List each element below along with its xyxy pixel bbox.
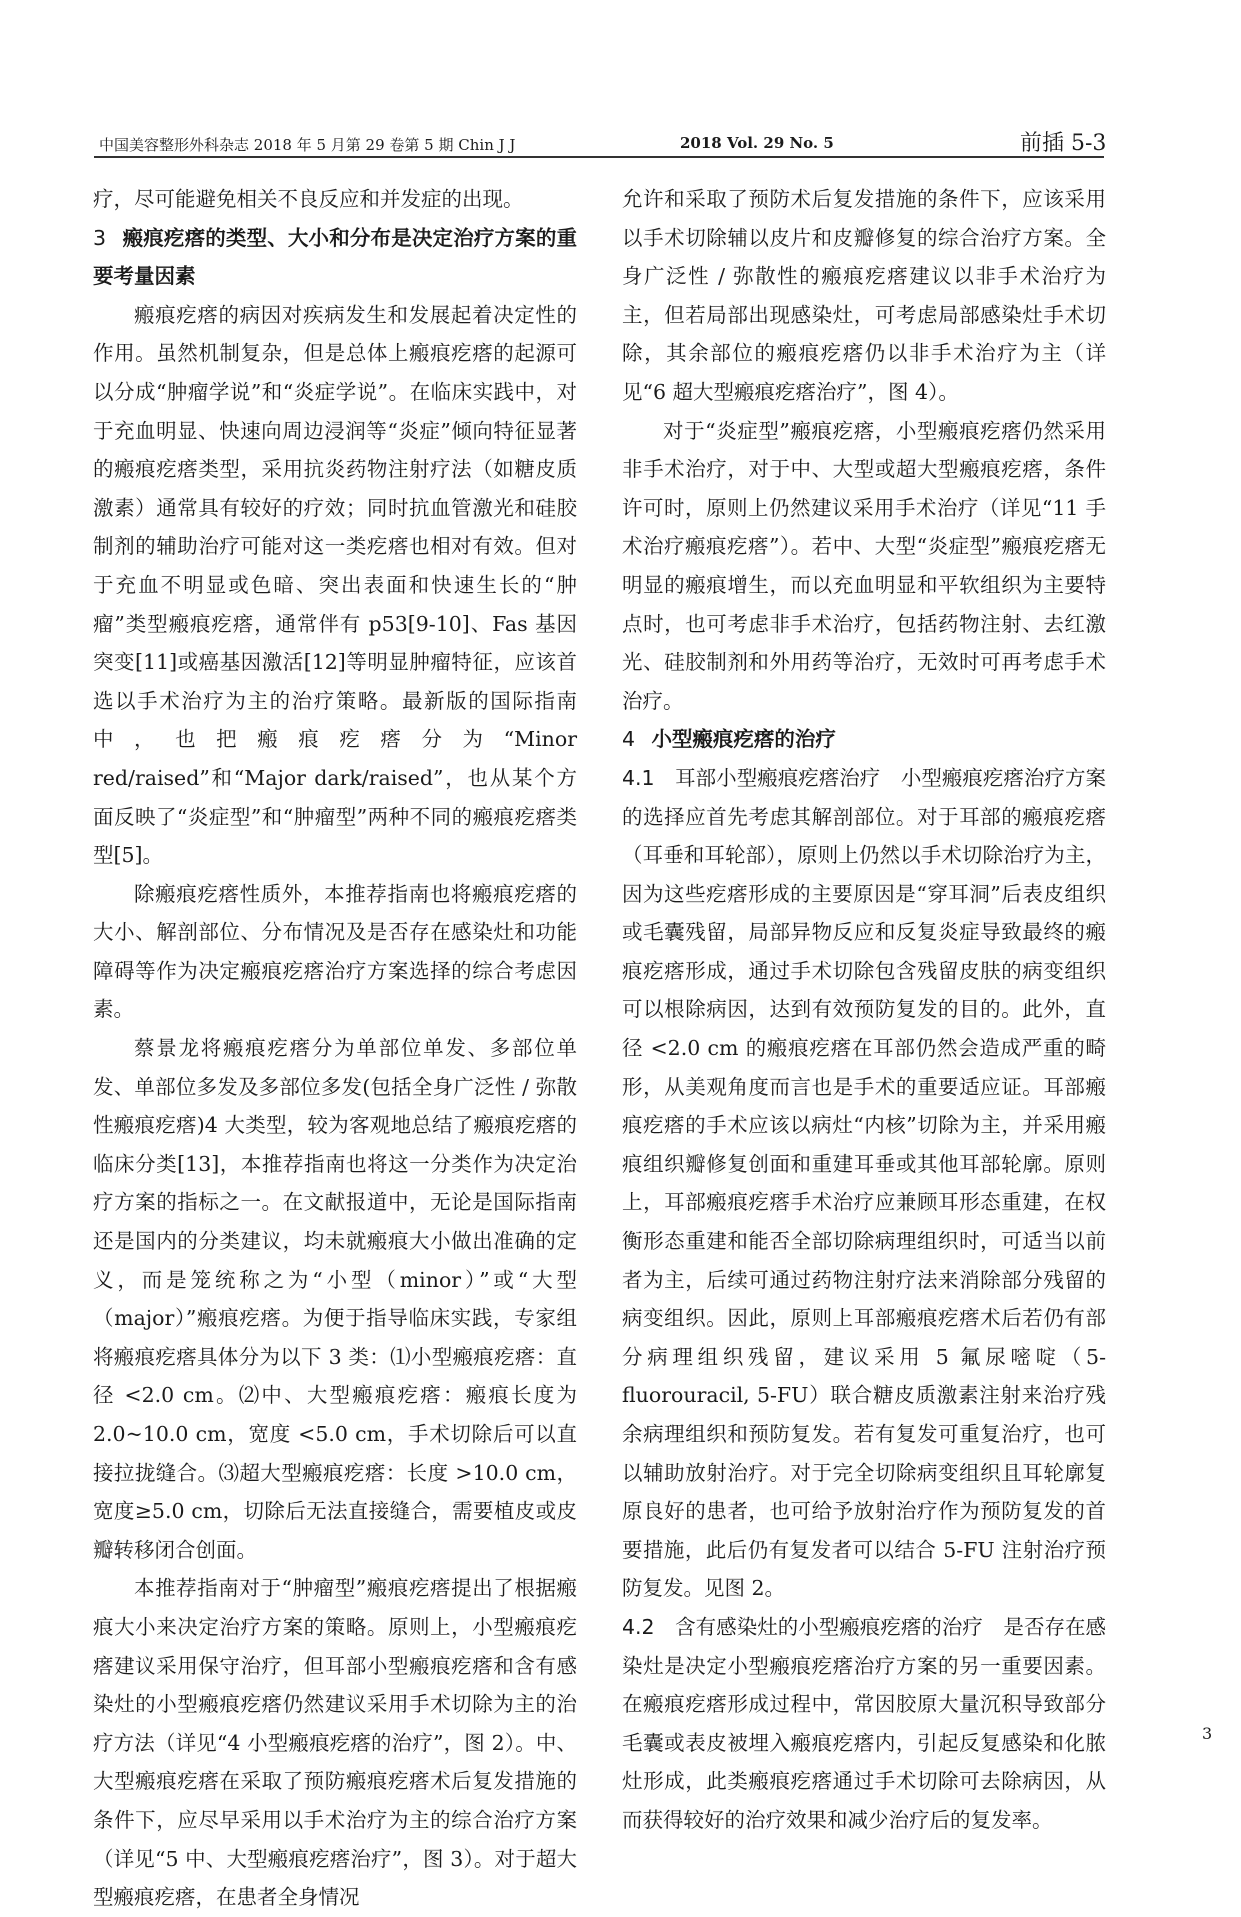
section-number: 3 [93,225,107,250]
section-title: 瘢痕疙瘩的类型、大小和分布是决定治疗方案的重要考量因素 [93,225,577,289]
paragraph: 除瘢痕疙瘩性质外，本推荐指南也将瘢痕疙瘩的大小、解剖部位、分布情况及是否存在感染灶和功能障碍等作为决定瘢痕疙瘩治疗方案选择的综合考虑因素。 [93,881,577,1022]
section-4-heading [622,720,1106,759]
paragraph: 瘢痕疙瘩的病因对疾病发生和发展起着决定性的作用。虽然机制复杂，但是总体上瘢痕疙瘩的起源可以分成“肿瘤学说”和“炎症学说”。在临床实践中，对于充血明显、快速向周边浸润等“炎症”倾向特征显著的瘢痕疙瘩类型，采用抗炎药物注射疗法（如糖皮质激素）通常具有较好的疗效；同时抗血管激光和硅胶制剂的辅助治疗可能对这一类疙瘩也相对有效。但对于充血不明显或色暗、突出表面和快速生长的“肿瘤”类型瘢痕疙瘩，通常伴有 p53[9-10]、Fas 基因突变[11]或癌基因激活[12]等明显肿瘤特征，应该首选以手术治疗为主的治疗策略。最新版的国际指南中，也把瘢痕疙瘩分为“Minor red/raised”和“Major dark/raised”，也从某个方面反映了“炎症型”和“肿瘤型”两种不同的瘢痕疙瘩类型[5]。 [93,302,577,868]
page-number: 3 [1202,1724,1213,1743]
section-title: 小型瘢痕疙瘩的治疗 [651,727,836,752]
section-number: 4 [622,727,636,752]
subsection-4-1 [622,759,1106,1608]
paragraph: 蔡景龙将瘢痕疙瘩分为单部位单发、多部位单发、单部位多发及多部位多发(包括全身广泛性 / 弥散性瘢痕疙瘩)4 大类型，较为客观地总结了瘢痕疙瘩的临床分类[13]，本推荐指南也将这一分类作为决定治疗方案的指标之一。在文献报道中，无论是国际指南还是国内的分类建议，均未就瘢痕大小做出准确的定义，而是笼统称之为“小型（minor）”或“大型（major）”瘢痕疙瘩。为便于指导临床实践，专家组将瘢痕疙瘩具体分为以下 3 类：⑴小型瘢痕疙瘩：直径 <2.0 cm。⑵中、大型瘢痕疙瘩：瘢痕长度为 2.0~10.0 cm，宽度 <5.0 cm，手术切除后可以直接拉拢缝合。⑶超大型瘢痕疙瘩：长度 >10.0 cm，宽度≥5.0 cm，切除后无法直接缝合，需要植皮或皮瓣转移闭合创面。 [93,1036,577,1562]
paragraph: 疗，尽可能避免相关不良反应和并发症的出现。 [93,187,524,211]
subsection-heading: 4.1 耳部小型瘢痕疙瘩治疗 [622,765,881,790]
journal-citation: 中国美容整形外科杂志 2018 年 5 月第 29 卷第 5 期 Chin J J [99,136,516,154]
header-rule [94,156,1104,158]
subsection-heading: 4.2 含有感染灶的小型瘢痕疙瘩的治疗 [622,1614,983,1639]
running-header [0,0,1241,160]
paragraph: 对于“炎症型”瘢痕疙瘩，小型瘢痕疙瘩仍然采用非手术治疗，对于中、大型或超大型瘢痕疙瘩，条件许可时，原则上仍然建议采用手术治疗（详见“11 手术治疗瘢痕疙瘩”）。若中、大型“炎症型”瘢痕疙瘩无明显的瘢痕增生，而以充血明显和平软组织为主要特点时，也可考虑非手术治疗，包括药物注射、去红激光、硅胶制剂和外用药等治疗，无效时可再考虑手术治疗。 [622,418,1106,713]
paragraph: 本推荐指南对于“肿瘤型”瘢痕疙瘩提出了根据瘢痕大小来决定治疗方案的策略。原则上，小型瘢痕疙瘩建议采用保守治疗，但耳部小型瘢痕疙瘩和含有感染灶的小型瘢痕疙瘩仍然建议采用手术切除为主的治疗方法（详见“4 小型瘢痕疙瘩的治疗”，图 2）。中、大型瘢痕疙瘩在采取了预防瘢痕疙瘩术后复发措施的条件下，应尽早采用以手术治疗为主的综合治疗方案（详见“5 中、大型瘢痕疙瘩治疗”，图 3）。对于超大型瘢痕疙瘩，在患者全身情况 [93,1576,577,1910]
left-column [93,180,577,1917]
section-3-heading [93,219,577,296]
volume-issue: 2018 Vol. 29 No. 5 [680,134,834,152]
subsection-text: 是否存在感染灶是决定小型瘢痕疙瘩治疗方案的另一重要因素。在瘢痕疙瘩形成过程中，常因胶原大量沉积导致部分毛囊或表皮被埋入瘢痕疙瘩内，引起反复感染和化脓灶形成，此类瘢痕疙瘩通过手术切除可去除病因，从而获得较好的治疗效果和减少治疗后的复发率。 [622,1614,1106,1832]
right-column [622,180,1106,1840]
subsection-4-2 [622,1608,1106,1840]
paragraph: 允许和采取了预防术后复发措施的条件下，应该采用以手术切除辅以皮片和皮瓣修复的综合治疗方案。全身广泛性 / 弥散性的瘢痕疙瘩建议以非手术治疗为主，但若局部出现感染灶，可考虑局部感染灶手术切除，其余部位的瘢痕疙瘩仍以非手术治疗为主（详见“6 超大型瘢痕疙瘩治疗”，图 4）。 [622,187,1106,404]
insert-page-label: 前插 5-3 [1020,131,1107,156]
subsection-text: 小型瘢痕疙瘩治疗方案的选择应首先考虑其解剖部位。对于耳部的瘢痕疙瘩（耳垂和耳轮部），原则上仍然以手术切除治疗为主，因为这些疙瘩形成的主要原因是“穿耳洞”后表皮组织或毛囊残留，局部异物反应和反复炎症导致最终的瘢痕疙瘩形成，通过手术切除包含残留皮肤的病变组织可以根除病因，达到有效预防复发的目的。此外，直径 <2.0 cm 的瘢痕疙瘩在耳部仍然会造成严重的畸形，从美观角度而言也是手术的重要适应证。耳部瘢痕疙瘩的手术应该以病灶“内核”切除为主，并采用瘢痕组织瓣修复创面和重建耳垂或其他耳部轮廓。原则上，耳部瘢痕疙瘩手术治疗应兼顾耳形态重建，在权衡形态重建和能否全部切除病理组织时，可适当以前者为主，后续可通过药物注射疗法来消除部分残留的病变组织。因此，原则上耳部瘢痕疙瘩术后若仍有部分病理组织残留，建议采用 5 氟尿嘧啶（5-fluorouracil, 5-FU）联合糖皮质激素注射来治疗残余病理组织和预防复发。若有复发可重复治疗，也可以辅助放射治疗。对于完全切除病变组织且耳轮廓复原良好的患者，也可给予放射治疗作为预防复发的首要措施，此后仍有复发者可以结合 5-FU 注射治疗预防复发。见图 2。 [622,765,1106,1601]
